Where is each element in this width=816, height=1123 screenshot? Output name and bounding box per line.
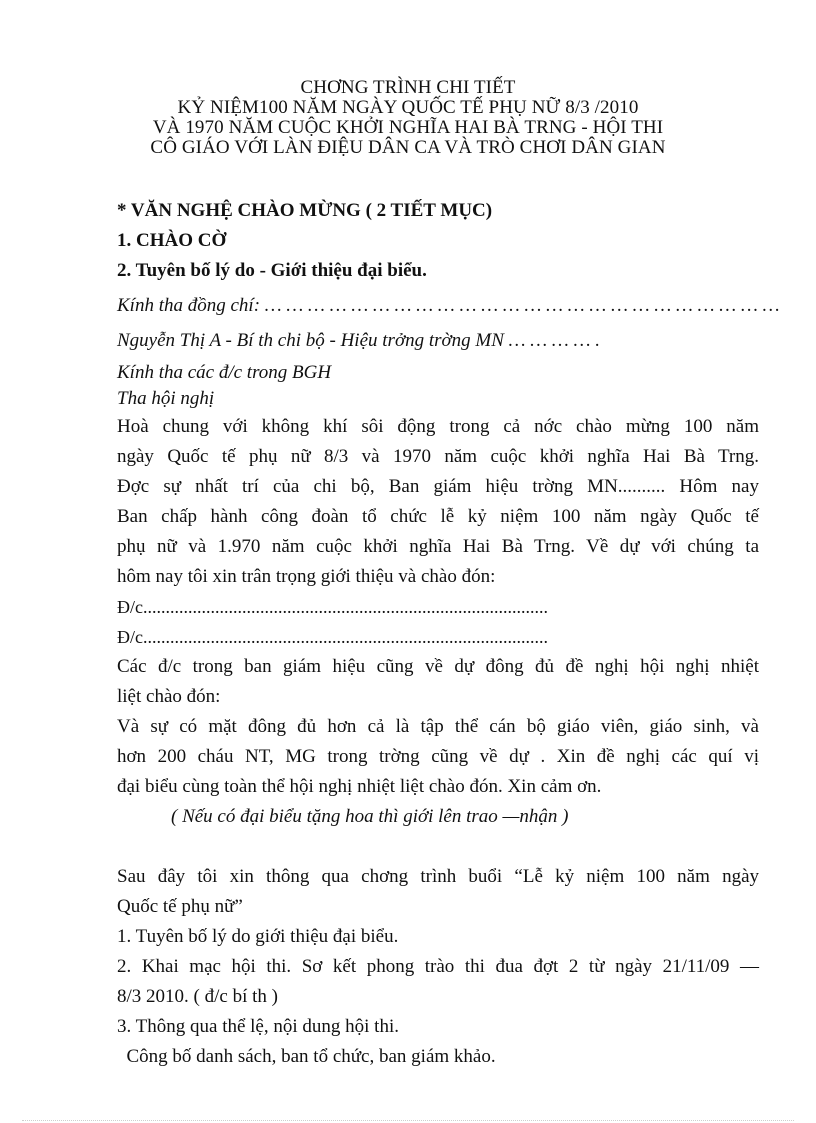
program-item-1: 1. Tuyên bố lý do giới thiệu đại biểu. <box>117 926 399 947</box>
paragraph-line: Sau đây tôi xin thông qua chơng trình buổi “Lễ kỷ niệm 100 năm ngày <box>117 866 759 887</box>
program-item-2: 2. Khai mạc hội thi. Sơ kết phong trào thi đua đợt 2 từ ngày 21/11/09 — <box>117 956 759 977</box>
flower-note: ( Nếu có đại biểu tặng hoa thì giới lên trao —nhận ) <box>171 806 569 827</box>
paragraph-line: hơn 200 cháu NT, MG trong trờng cũng về dự . Xin đề nghị các quí vị <box>117 746 759 767</box>
title-line-1: CHƠNG TRÌNH CHI TIẾT <box>300 77 516 98</box>
greeting-line-4: Tha hội nghị <box>117 388 215 409</box>
greeting-line-2: Nguyễn Thị A - Bí th chi bộ - Hiệu trởng trờng MN … … … … . <box>117 330 600 351</box>
bgh-paragraph <box>117 652 759 712</box>
section-heading-chao-co: 1. CHÀO CỜ <box>117 230 227 251</box>
intro-paragraph <box>117 412 759 592</box>
program-item-3-sub: Công bố danh sách, ban tổ chức, ban giám khảo. <box>117 1046 496 1067</box>
paragraph-line: ngày Quốc tế phụ nữ 8/3 và 1970 năm cuộc khởi nghĩa Hai Bà Trng. <box>117 446 759 467</box>
paragraph-line: đại biểu cùng toàn thể hội nghị nhiệt liệt chào đón. Xin cảm ơn. <box>117 776 602 797</box>
delegate-line-2: Đ/c.......................................................................................... <box>117 627 548 647</box>
greeting-line-1: Kính tha đồng chí: … … … … … … … … … … … … … … … … … … … … … … … … <box>117 295 780 316</box>
program-intro-paragraph <box>117 862 759 922</box>
greeting-line-3: Kính tha các đ/c trong BGH <box>117 362 332 383</box>
staff-paragraph <box>117 712 759 802</box>
program-item-3: 3. Thông qua thể lệ, nội dung hội thi. <box>117 1016 399 1037</box>
section-heading-van-nghe: * VĂN NGHỆ CHÀO MỪNG ( 2 TIẾT MỤC) <box>117 200 493 221</box>
paragraph-line: Các đ/c trong ban giám hiệu cũng về dự đông đủ đề nghị hội nghị nhiệt <box>117 656 759 677</box>
program-list <box>117 922 759 1072</box>
spacer <box>117 832 759 862</box>
page-bottom-rule <box>22 1120 794 1121</box>
paragraph-line: Hoà chung với không khí sôi động trong cả nớc chào mừng 100 năm <box>117 416 759 437</box>
paragraph-line: Ban chấp hành công đoàn tổ chức lễ kỷ niệm 100 năm ngày Quốc tế <box>117 506 759 527</box>
paragraph-line: Và sự có mặt đông đủ hơn cả là tập thể cán bộ giáo viên, giáo sinh, và <box>117 716 759 737</box>
delegate-line-1: Đ/c.......................................................................................... <box>117 597 548 617</box>
paragraph-line: Đợc sự nhất trí của chi bộ, Ban giám hiệu trờng MN.......... Hôm nay <box>117 476 759 497</box>
paragraph-line: liệt chào đón: <box>117 686 221 707</box>
program-item-2-cont: 8/3 2010. ( đ/c bí th ) <box>117 986 278 1007</box>
title-line-3: VÀ 1970 NĂM CUỘC KHỞI NGHĨA HAI BÀ TRNG - HỘI THI <box>152 117 664 138</box>
document-title <box>110 78 706 158</box>
paragraph-line: Quốc tế phụ nữ” <box>117 896 243 917</box>
paragraph-line: phụ nữ và 1.970 năm cuộc khởi nghĩa Hai Bà Trng. Về dự với chúng ta <box>117 536 759 557</box>
section-heading-tuyen-bo: 2. Tuyên bố lý do - Giới thiệu đại biểu. <box>117 260 427 281</box>
document-body <box>117 196 780 1072</box>
paragraph-line: hôm nay tôi xin trân trọng giới thiệu và chào đón: <box>117 566 496 587</box>
title-line-4: CÔ GIÁO VỚI LÀN ĐIỆU DÂN CA VÀ TRÒ CHƠI DÂN GIAN <box>150 137 666 158</box>
title-line-2: KỶ NIỆM100 NĂM NGÀY QUỐC TẾ PHỤ NỮ 8/3 /2010 <box>177 97 639 118</box>
